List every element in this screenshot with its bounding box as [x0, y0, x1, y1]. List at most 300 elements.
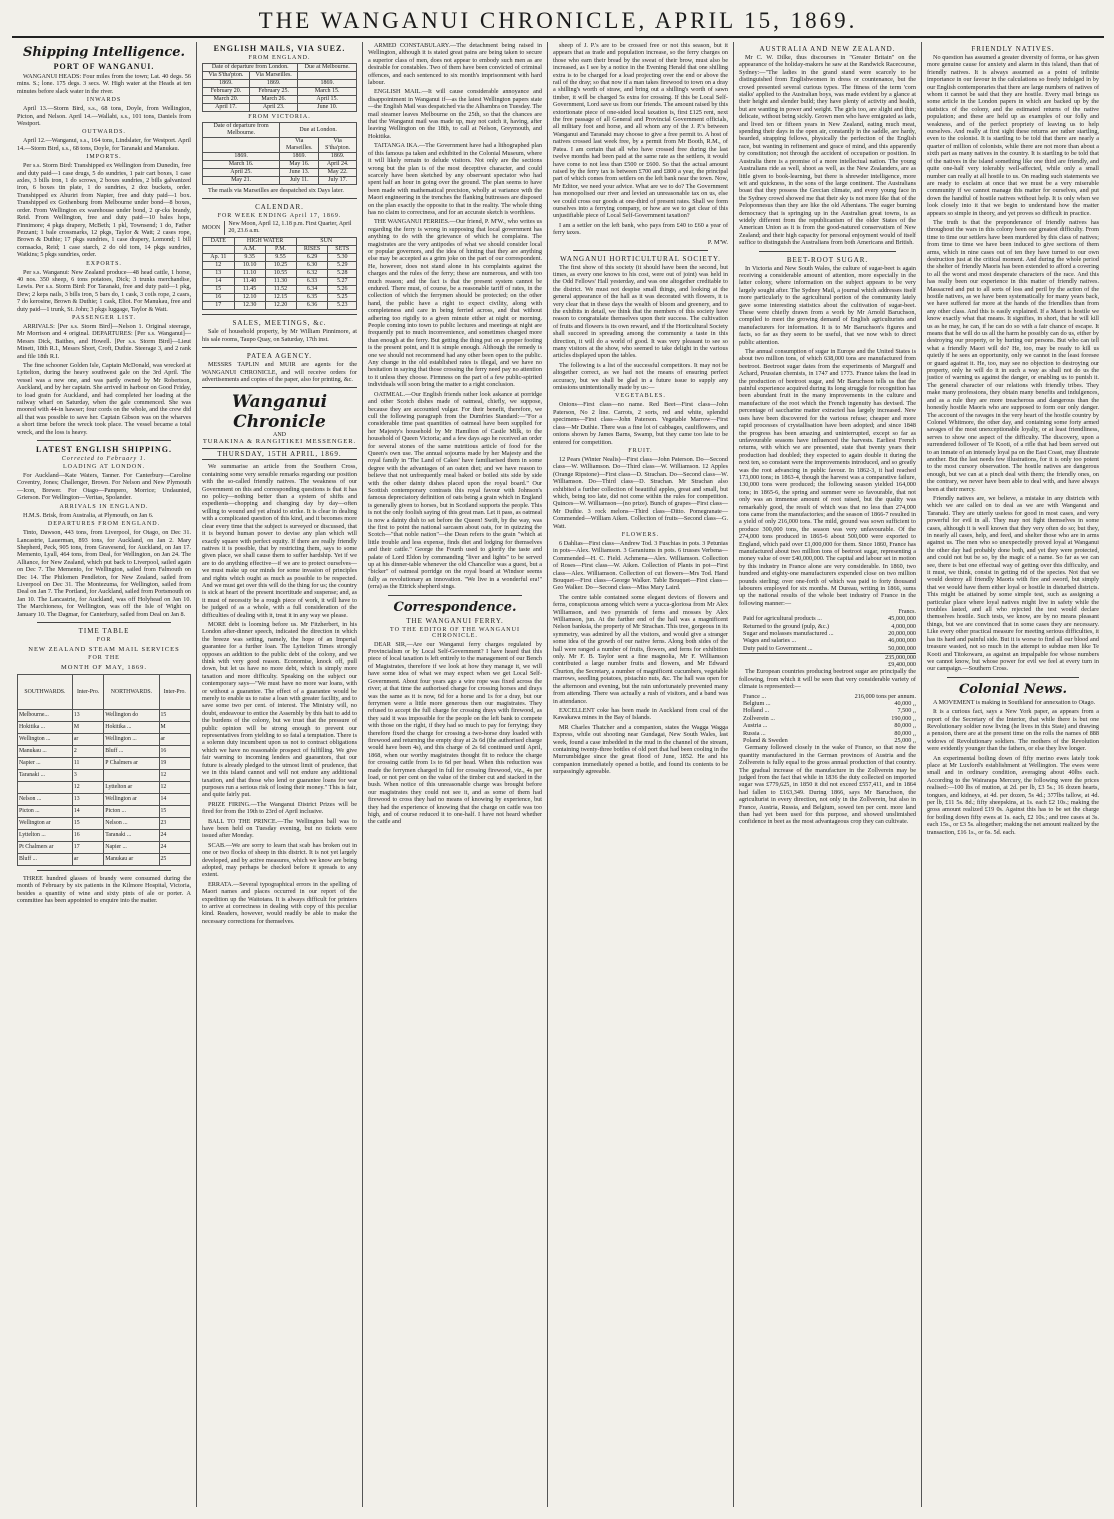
divider	[202, 314, 357, 315]
mail-cell: 3	[72, 769, 103, 781]
calendar-row	[203, 254, 357, 262]
mail-head-inter-1: Inter-Pro.	[72, 674, 103, 709]
mail-cell: 23	[159, 817, 190, 829]
producer-label: Austria ...	[743, 722, 768, 730]
francs-label: Sugar and molasses manufactured ...	[743, 630, 834, 638]
mail-cell: ar	[72, 733, 103, 745]
mail-row	[18, 769, 191, 781]
calendar-cell: 6.35	[296, 294, 328, 302]
mail-cell: Taranaki ...	[18, 769, 73, 781]
flowers-heading: FLOWERS.	[621, 531, 660, 538]
calendar-cell: 11.40	[234, 278, 265, 286]
mail-cell: P Chalmers ar	[104, 757, 159, 769]
calendar-cell: 5.29	[328, 262, 357, 270]
calendar-cell: 5.27	[328, 278, 357, 286]
t2-row	[203, 169, 357, 177]
producer-label: Russia ...	[743, 729, 766, 737]
t2-head-due: Due at London.	[280, 123, 357, 138]
t2-cell: May 22.	[319, 169, 357, 177]
divider	[759, 251, 896, 252]
divider	[388, 595, 522, 596]
loading-heading: LOADING AT LONDON.	[62, 464, 146, 471]
mail-row	[18, 841, 191, 853]
mail-row	[18, 709, 191, 721]
masthead: THE WANGANUI CHRONICLE, APRIL 15, 1869.	[12, 8, 1104, 38]
mail-row	[18, 745, 191, 757]
editorial-1: We summarise an article from the Southern Cross, containing some very sensible remarks regarding our position with the so-called friendly natives. The weakness of our Government on this and corresponding questions is that it has no policy—nothing better than a system of shifts and expedients—chopping and changing day by day—often willing to wound and yet afraid to strike. It is clear in dealing with a complicated question of this kind, and it becomes more clear every time that the subject is surveyed or discussed, that it is beyond human power to devise any plan which will exactly square with perfect equity. If there are really friendly natives it is possible, that by restricting them, says to some given place, we shall cause them to suffer hardship. Yet if we are to do anything effective—if we are to protect ourselves—we must make up our minds for some invasion of principles and rights which ought as much as possible to be respected. And we must get over this will do the thing for us; the country is sick at heart of the present incertitude and suspense; and, as it must of necessity be a rough piece of work, it will have to be judged of as a whole, with a full consideration of the difficulties of dealing with it, treat it in any way we please.	[202, 463, 357, 619]
mails-from-victoria-table	[202, 122, 357, 185]
letter-signature: P. M'W.	[707, 238, 728, 246]
divider	[573, 250, 708, 251]
francs-item	[743, 615, 916, 622]
producer-label: Poland & Sweden	[743, 736, 788, 744]
ferries-text: THE WANGANUI FERRIES.—Our friend, P. M'W., who writes us regarding the ferry is wrong in supposing that local government has anything to do with the grievance of which he complains. The magistrates are the very antipodes of what we should consider local or popular governors, and the idea of hinting that they are anything else may be accepted as a grim joke on the part of our correspondent. He, however, does not stand alone in his complaints against the charges and the rules of the ferry; these are numerous, and with too much reason; and the fact is that the present system cannot be endured. There must, of course, be a reasonable tariff of rates, in the collection of which the ferrymen should be protected; on the other hand, the public have a right to expect civility, along with completeness and care in being ferried across, and that without adhering too rigidly to a given minute either at night or morning. People coming into town to public lectures and meetings at night are frequently put to much inconvenience, and sometimes charged more than enough at the ferry. But getting the thing put on a proper footing is the present point, and it is simple enough. Although the remedy is one we should not recommend had any other been open to the public. Any change in the old established rates is illegal, and we have no hesitation in saying that those crossing the ferry need pay no attention to it unless they choose. Firmness on the part of a few public-spirited individuals will soon bring the matter to a right conclusion.	[368, 218, 542, 389]
mail-row	[18, 853, 191, 865]
imports-text: Per s.s. Storm Bird: Transhipped ex Wellington from Dunedin, free and duty paid—1 case drugs, 5 do sundries, 1 pair cart boxes, 1 case axles, 3 bills iron, 1 do scrows, 2 boxes sundries, 2 bills galvanized iron, 6 boxes tin plate, 1 do sundries, 2 doz buckets, order. Transhipped ex Ahuriri from Napier, free and duty paid—1 box. Transhipped ex Gothenburg from Melbourne under bond—8 boxes, order. From Wellington ex warehouse under bond, 2 qr-cks brandy, Reid. From Wellington, free and duty paid—10 bales hops, Finnimore; 4 pkgs drapery, McBeth; 1 pkl, Townsend; 1 do, Father Pezzant; 1 bale crossmarks, 12 pkgs, Taylor & Watt; 2 cases rope, Brown & Duthie; 17 pkgs sundries, 1 case drapery, Lomond; 1 bill cornsacks, Reid; 1 case starch, 2 do old tom, 14 pkgs sundries, Watkins; 5 pkgs sundries, order.	[17, 162, 191, 259]
mail-cell: 11	[72, 757, 103, 769]
calendar-cell: 5.30	[328, 254, 357, 262]
t1-cell: April 17.	[203, 104, 250, 112]
shipping-heading: Shipping Intelligence.	[22, 45, 186, 60]
mail-cell: Taranaki ...	[104, 829, 159, 841]
mail-cell: Bluff ...	[18, 853, 73, 865]
mail-cell: Lyttelton ...	[18, 829, 73, 841]
mail-cell	[18, 781, 73, 793]
mail-cell: 13	[72, 709, 103, 721]
arrivals-text: H.M.S. Brisk, from Australia, at Plymouth, on Jan 6.	[23, 511, 154, 519]
mail-row	[18, 781, 191, 793]
mail-cell: Manukau ...	[18, 745, 73, 757]
competitors-text: The following is a list of the successful competitors. It may not be altogether correct, as we had not the means of ensuring perfect accuracy, but we shall be glad in a future issue to supply any omissions unintentionally made by us:—	[553, 361, 728, 392]
t1-cell: 1869.	[203, 80, 250, 88]
producer-value: 80,000 ,,	[894, 729, 916, 737]
patea-text: MESSRS TAPLIN and MUIR are agents for the WANGANUI CHRONICLE, and will receive orders for advertisements and copies of the paper, also for printing, &c.	[202, 361, 357, 384]
producer-value: 190,000 ,,	[891, 714, 916, 722]
mail-head-north: NORTHWARDS.	[104, 674, 159, 709]
ball-prince: BALL TO THE PRINCE.—The Wellington ball was to have been held on Tuesday evening, but no tickets were issued after Monday.	[202, 817, 357, 840]
taitanga-text: TAITANGA IKA.—The Government have had a lithographed plan of this famous pa taken and exhibited in the Colonial Museum, where it will likely remain to delude visitors. Not only are the sections wrong but the plan is of the most deceptive character, and could scarcely have been sketched by any observant spectator who had spent half an hour in going over the ground. The plan seems to have been made with mathematical precision, wholly at variance with the Maori engineering in the trenches the flanking buttresses are disposed on the plan exactly the opposite to that in the reality. The whole thing has no claim to correctness, and for an accurate sketch is worthless.	[368, 142, 542, 216]
francs-item	[743, 623, 916, 630]
mail-cell: 15	[159, 709, 190, 721]
column-4	[548, 42, 734, 1507]
mail-cell: 14	[72, 805, 103, 817]
calendar-cell: 16	[203, 294, 235, 302]
francs-label: Duty paid to Government ...	[743, 644, 813, 652]
francs-label: Wages and salaries ...	[743, 637, 797, 645]
t2-cell: 1869.	[319, 153, 357, 161]
correspondence-heading: Correspondence.	[393, 599, 517, 615]
francs-value: 46,000,000	[888, 637, 916, 645]
t1-row	[203, 104, 357, 112]
prize-firing: PRIZE FIRING.—The Wanganui District Prizes will be fired for from the 19th to 23rd of April inclusive.	[202, 800, 357, 816]
calendar-cell: 6.33	[296, 278, 328, 286]
t1-cell: February 20.	[203, 88, 250, 96]
mail-cell: 15	[72, 817, 103, 829]
calendar-cell: 12.15	[265, 294, 296, 302]
mails-from-england-table	[202, 63, 357, 112]
arrivals-heading: ARRIVALS IN ENGLAND.	[59, 503, 149, 510]
mail-head-inter-2: Inter-Pro.	[159, 674, 190, 709]
mail-cell: Napier ...	[18, 757, 73, 769]
beetroot-heading: BEET-ROOT SUGAR.	[786, 255, 869, 264]
calendar-row	[203, 294, 357, 302]
mail-row	[18, 817, 191, 829]
mail-cell: Pt Chalmers ar	[18, 841, 73, 853]
calendar-cell: 11.52	[265, 286, 296, 294]
moon-label: MOON	[202, 225, 221, 232]
mail-cell: Nelson ...	[104, 817, 159, 829]
ferry-letter-close: I am a settler on the left bank, who pays from £40 to £60 a year of ferry taxes.	[553, 221, 728, 237]
mail-note: The mails via Marseilles are despatched six Days later.	[208, 187, 344, 194]
mail-timetable	[17, 674, 191, 866]
mail-cell: 25	[159, 853, 190, 865]
t2-cell: July 17.	[319, 177, 357, 185]
producer-label: Holland ...	[743, 707, 770, 715]
t2-sub: Via Marseilles.	[280, 138, 319, 153]
francs-value: 20,000,000	[888, 630, 916, 638]
mail-cell: Bluff ...	[104, 745, 159, 757]
calendar-cell: 6.36	[296, 302, 328, 310]
mail-cell: Picton ...	[104, 805, 159, 817]
inwards-heading: INWARDS	[86, 97, 122, 104]
mail-row	[18, 757, 191, 769]
francs-value: 50,000,000	[888, 644, 916, 652]
mail-cell: Lyttelton ar	[104, 781, 159, 793]
inwards-text: April 13.—Storm Bird, s.s., 68 tons, Doyle, from Wellington, Picton, and Nelson. April 14.—Wallabi, s.s., 101 tons, Daniels from Westport.	[17, 105, 191, 128]
francs-heading: Francs.	[898, 609, 916, 616]
cal-head: SUN	[296, 238, 356, 246]
t2-cell: March 16.	[203, 161, 280, 169]
european-producers-list	[743, 693, 916, 745]
t1-cell: March 20.	[203, 96, 250, 104]
t1-sub: Via Marseilles.	[249, 72, 298, 80]
calendar-cell: 10.10	[234, 262, 265, 270]
latest-shipping-sub: Corrected to February 1.	[61, 456, 147, 463]
timetable-heading-2: NEW ZEALAND STEAM MAIL SERVICES	[28, 645, 180, 653]
t2-sub	[203, 138, 280, 153]
t1-head-depart: Date of departure from London.	[203, 64, 298, 72]
calendar-cell: 11.10	[234, 270, 265, 278]
t2-row	[203, 161, 357, 169]
calendar-cell: 12.30	[234, 302, 265, 310]
mail-cell: ar	[159, 733, 190, 745]
divider	[37, 870, 171, 871]
calendar-cell: 12.10	[234, 294, 265, 302]
mail-cell: Wellington do	[104, 709, 159, 721]
francs-item	[743, 645, 916, 652]
producer-value: 40,000 ,,	[894, 699, 916, 707]
calendar-cell: 5.25	[328, 294, 357, 302]
t2-row	[203, 177, 357, 185]
francs-total: 235,000,000	[739, 653, 916, 661]
fruit-text: 12 Pears (Winter Nealis)—First class—John Paterson. Do—Second class—W. Williamson. Do—Third class—W. Williamson. 12 Apples (Orange Ripstone)—First class—D. Strachan. Do—Second class—W. Williamson. Do—Third class—D. Strachan. Mr Strachan also exhibited a further collection of beautiful apples, great and small, but which, being too late, did not come within the rules for competition. Quinces—W. Williamson—(no prize). Bunch of grapes—First class—Mr Duthie. 3 rock melons—Third class—Ditto. Pomegranate—Commended—William Aiken. Collection of fruits—Second class—G. Watt.	[553, 455, 728, 530]
oatmeal-text: OATMEAL.—Our English friends rather look askance at porridge and other Scotch dishes made of oatmeal, chiefly, we suppose, because they are accounted vulgar. For their benefit, therefore, we cull the following paragraph from the Dumfries Standard:—"For a considerable time past quantities of oatmeal have been supplied for her Majesty's household by Mr Hamilton of Castle Milk, to the household of Queen Victoria; and a few days ago he received an order for several stones of the same nutritious article of food for the Queen's own use. The annual sojourns made by her Majesty and the royal family in 'The Land of Cakes' have familiarised them in some degree with the advantages of an oaten diet; and we have reason to believe that not unfrequently meal baked or boiled sits side by side with the other dainty dishes placed upon the royal board." Our Scottish contemporary contrasts this royal favour with Johnson's famous depreciatory definition of oats being a grain which in England is generally given to horses, but in Scotland supports the people. This is not the only foolish saying of this great man. Let it pass, as oatmeal is now a dainty dish to set before the Queen! Swift, by the way, was the first to point the national sarcasm about oats, for in quizzing the Scotch—"that noble nation"—the Dean refers to the grain "which at little trouble and less expense, finds diet and lodging for themselves and their cattle." George the Fourth used to glorify the taste and palate of Lord Eldon by commanding "liver and lights" to be served up at his dinner-table whenever the old Chancellor was a guest, but a "bicker" of oatmeal porridge on the royal board at Windsor seems fully as revolutionary an innovation. "We live in a wonderful era!" (erra) as the Ettrick shepherd sings.	[368, 390, 542, 591]
mail-cell: M	[72, 721, 103, 733]
mail-cell: 16	[159, 745, 190, 757]
european-text: The European countries producing beetroot sugar are principally the following, from which it will be seen that very considerable variety of climate is represented:—	[739, 668, 916, 691]
producer-item	[743, 693, 916, 700]
departures-heading: DEPARTURES FROM ENGLAND.	[47, 521, 161, 528]
banner-and: AND	[273, 432, 286, 439]
t1-cell: March 15.	[298, 88, 357, 96]
t1-head-due: Due at Melbourne.	[298, 64, 357, 72]
producer-item	[743, 700, 916, 707]
mail-cell: Wellington ...	[18, 733, 73, 745]
t2-cell: 1869.	[203, 153, 280, 161]
calendar-cell: 14	[203, 278, 235, 286]
germany-text: Germany followed closely in the wake of France, so that now the quantity manufactured in the German provinces of Austria and the Zollverein is fully equal to the gross annual production of that country. The gradual increase of the manufacture in the Zollverein may be judged from the fact that while in 1836 the duty collected on imported sugar was £779,625, in 1850 it did not exceed £557,411, and in 1864 had fallen to £163,349. During 1866, says Mr Baruchson, the agriculturist in every direction, not only in the Zollverein, but also in France, Austria, Russia, and Belgium, sowed ten per cent. more land than had yet been used for this purpose, and showed unslimished confidence in beet as the most advantageous crop they can cultivate.	[739, 744, 916, 826]
mail-row	[18, 829, 191, 841]
cal-sub: A.M.	[234, 246, 265, 254]
calendar-cell: 9.35	[234, 254, 265, 262]
t2-body	[203, 153, 357, 185]
mail-head-south: SOUTHWARDS.	[18, 674, 73, 709]
t1-sub: Via S'tha'pton.	[203, 72, 250, 80]
t1-cell: 1869.	[249, 80, 298, 88]
calendar-cell: 11.30	[265, 278, 296, 286]
mail-cell: Wellington ar	[104, 793, 159, 805]
producer-item	[743, 722, 916, 729]
francs-item	[743, 630, 916, 637]
mail-cell: 14	[159, 793, 190, 805]
mail-cell: 2	[72, 745, 103, 757]
mail-cell: 13	[72, 793, 103, 805]
francs-item	[743, 637, 916, 644]
passenger-text: ARRIVALS: [Per s.s. Storm Bird]—Nelson 1. Original steerage, Mr Morrison and 4 original. DEPARTURES: [Per s.s. Wanganui]—Messrs Dick, Baithes, and Howell. [Per s.s. Storm Bird]—Lieut Minett, 18th R.I., Messrs Short, Croft, Duthie. Steerage 3, and 2 rank and file 18th R.I.	[17, 322, 191, 360]
calendar-sub: FOR WEEK ENDING April 17, 1869.	[217, 213, 342, 220]
producer-label: France ...	[743, 692, 767, 700]
column-6	[922, 42, 1104, 1507]
beetroot-text-1: In Victoria and New South Wales, the culture of sugar-beet is again receiving a considerable amount of attention, more especially in the latter colony, where information on the subject appears to be very largely sought after. The Sydney Mail, a journal which addresses itself more particularly to the agricultural portion of the community lately gave some interesting statistics about the cultivation of sugar-beet. These were chiefly drawn from a work by Mr Arnold Baruchson, compiled to meet the growing demand of English agriculturists and manufacturers for information. It is to Mr Baruchson's figures and facts, so far as they seem to be useful, that we now wish to direct public attention.	[739, 264, 916, 346]
outwards-text: April 12.—Wanganui, s.s., 164 tons, Lindslater, for Westport. April 14.—Storm Bird, s.s., 68 tons, Doyle, for Taranaki and Manukau.	[17, 137, 191, 152]
mail-cell: Melbourne...	[18, 709, 73, 721]
mail-row	[18, 793, 191, 805]
scab-text: SCAB.—We are sorry to learn that scab has broken out in one or two flocks of sheep in this district. It is not yet largely developed, and by active measures, which we know are being adopted, may perhaps be checked before it spreads to any extent.	[202, 841, 357, 879]
column-5	[734, 42, 922, 1507]
francs-value: 4,000,000	[891, 622, 916, 630]
mail-cell: ar	[72, 853, 103, 865]
t1-cell: 1869.	[298, 80, 357, 88]
fruit-heading: FRUIT.	[628, 447, 653, 454]
mail-cell: Nelson ...	[18, 793, 73, 805]
calendar-cell: 17	[203, 302, 235, 310]
francs-label: Returned to the ground (pulp, &c.)	[743, 622, 830, 630]
letter-to-editor: TO THE EDITOR OF THE WANGANUI CHRONICLE.	[390, 626, 520, 639]
cal-head: HIGH WATER	[234, 238, 296, 246]
mail-cell: M	[159, 721, 190, 733]
thatcher-text: MR Charles Thatcher and a companion, states the Wagga Wagga Express, while out shooting near Gundagai, New South Wales, last week, found a case imbedded in the mud in the channel of the stream, containing twenty-three bottles of old port that had been cooling in the Murrumbidgee since the great flood of June, 1852. He and his companion immediately opened a bottle, and found its contents to be surpassingly agreeable.	[553, 723, 728, 776]
chronicle-banner: Wanganui Chronicle	[231, 392, 328, 433]
mail-cell: Picton ...	[18, 805, 73, 817]
cal-head: DATE	[203, 238, 235, 246]
mail-timetable-body	[18, 709, 191, 865]
mail-cell: 17	[72, 841, 103, 853]
francs-list	[743, 615, 916, 652]
divider	[202, 387, 357, 388]
mail-row	[18, 721, 191, 733]
t2-head-depart: Date of departure from Melbourne.	[203, 123, 280, 138]
calendar-heading: CALENDAR.	[255, 203, 304, 212]
port-heading: PORT OF WANGANUI.	[53, 62, 155, 71]
t2-cell: May 21.	[203, 177, 280, 185]
english-mail-text: ENGLISH MAIL.—It will cause considerable annoyance and disappointment in Wanganui if—as the latest Wellington papers state—the English Mail was despatched via the Alhambra on Tuesday. The mail steamer leaves Melbourne on the 25th, so that the chances are that the Wanganui mail was made up, may not catch it, having, after leaving Wellington on the 18th, to call at Nelson, Greymouth, and Hokitika.	[368, 88, 542, 140]
flowers-text: 6 Dahlias—First class—Andrew Tod. 3 Fuschias in pots. 3 Petunias in pots—Alex. Williamson. 3 Geraniums in pots. 6 trusses Verbena—Commended—H. C. Field. Achmena—Alex. Williamson. Collection of Roses—First class—W. Aiken. Collection of Plants in pot—First class—Alex. Williamson. Collection of cut flowers—Mrs Tod. Hand Bouquet—First class—George Walker. Table Bouquet—First class—Geo Walker. Do—Second class—Miss Mary Laird.	[553, 539, 728, 592]
calendar-row	[203, 286, 357, 294]
from-england-sub: FROM ENGLAND.	[248, 55, 311, 61]
t1-row	[203, 88, 357, 96]
francs-label: Paid for agricultural products ...	[743, 615, 822, 623]
passenger-heading: PASSENGER LIST.	[71, 314, 136, 321]
calendar-cell: 10.55	[265, 270, 296, 278]
t2-row	[203, 153, 357, 161]
timetable-for: FOR	[96, 636, 112, 643]
beetroot-text-2: The annual consumption of sugar in Europe and the United States is about two million tons, of which 638,000 tons are manufactured from beetroot. Beetroot sugar dates from the experiments of Margraff and Achard, Prussian chemists, in 1747 and 1773. France takes the lead in the production of beetroot sugar, and Mr Baruchson tells us that the painful experience acquired during its long struggle for recognition has been abundant fruit in the many improvements in the culture and manufacture of the root which the French ingenuity has devised. The percentage of saccharine matter extracted has largely increased. New uses have been discovered for the various refuse; cheaper and more rapid processes of crystallisation have been adopted; and since 1848 the progress has been amazing and uninterrupted, except so far as unfavourable seasons have influenced the harvests. Earliest French returns, with which we are presented, state that twenty years their production had doubled; they expected to again double it during the next ten, so constant were the improvements introduced, and so greatly was the root advancing in public favour. In 1862-3, it had reached 173,000 tons; in 1863-4, though the harvest was a comparative failure, 130,000 tons were produced; the following season yielded 164,000 tons; in 1865-6, the spring and summer were so favourable, that not only was an immense amount of root raised, but the quality was remarkably good, the result of which was that no less than 274,000 tons came from the manufactories; and the season of 1866-7 resulted in a yield of only 216,000 tons. The mild, ground was sown sufficient to produce 300,000 tons, the season was very unfavourable. Of the 274,000 tons produced in 1865-6 about 500,000 were exported to England, which paid over £1,000,000 for them. Since 1860, France has manufactured about two million tons of beetroot sugar, representing a money value of over £40,000,000. The capital and labour set in motion by this industry in France alone are very considerable. In 1860, two hundred and eighty-one manufacturers expended close on two million pounds sterling; over one-forth of which was paid to forty thousand labourers employed for six months. M Dureau, writing in 1866, sums up the national results of the whole beet industry of France in the following manner:—	[739, 348, 916, 607]
divider	[202, 347, 357, 348]
banner-subtitle: TURAKINA & RANGITIKEI MESSENGER.	[202, 438, 357, 446]
mail-row	[18, 733, 191, 745]
horticultural-text: The first show of this society (it should have been the second, but times, as every one knows to his cost, were out of joint) was held in the Odd Fellows' Hall yesterday, and was one altogether creditable to the district. We must not despise small things, and looking at the general appearance of the hall as it was decorated with flowers, it is very clear that in these days the wealth of bloom and greenery, and to the exhibits in detail, we think that the members of this society have reason to congratulate themselves upon their success. The cultivation of fruits and flowers is its own reward, and if the Horticultural Society shall succeed in spreading among the community a taste in this direction, it will do a world of good. It was very pleasant to see so many visitors at the show, who seemed to take delight in the various articles displayed upon the tables.	[553, 263, 728, 360]
mail-cell: Manukau ar	[104, 853, 159, 865]
mail-cell: 24	[159, 841, 190, 853]
producer-label: Zollverein ...	[743, 714, 775, 722]
mail-cell: 24	[159, 829, 190, 841]
moon-row	[202, 221, 357, 235]
mail-cell: Wellington ar	[18, 817, 73, 829]
latest-shipping-heading: LATEST ENGLISH SHIPPING.	[36, 445, 172, 455]
producer-item	[743, 707, 916, 714]
boiling-down-text: An experimental boiling down of fifty merino ewes lately took place at Mr Luxford's establishment at Wellington. The ewes were small and in ordinary condition, averaging about 40lbs each. According to the Wairarapa Mercury, the following were the prices realised:—100 lbs of mutton, at 2d. per lb, £3 5s.; 16 dozen hearts, tongues, and kidneys, at 4d. per dozen, 5s 4d.; 377lbs tallow, at 4d. per lb, £11 5s. 8d.; fifty sheepskins, at 1s. each £2 10s.; making the gross amount realized £19 0s. Against this has to be set the charge for boiling down fifty ewes at 1s. each, £2 10s.; and tree cases at 3s. each 15s., or £3 5s. altogether; making the net amount realized by the transaction, £16 1s., or 6s. 5d. each.	[927, 754, 1099, 836]
mail-cell	[104, 769, 159, 781]
mail-cell: Hokitika ...	[18, 721, 73, 733]
patea-heading: PATEA AGENCY.	[246, 352, 313, 361]
calendar-cell: 5.28	[328, 270, 357, 278]
producer-value: 80,000 ,,	[894, 722, 916, 730]
ferry-letter-heading: THE WANGANUI FERRY.	[406, 616, 504, 625]
timetable-month: MONTH OF MAY, 1869.	[61, 663, 147, 671]
calendar-cell: 6.30	[296, 262, 328, 270]
francs-value: 45,000,000	[888, 615, 916, 623]
t1-sub	[298, 72, 357, 80]
timetable-for-2: FOR THE	[88, 654, 120, 661]
column-3	[363, 42, 548, 1507]
t2-cell: April 24.	[319, 161, 357, 169]
producer-item	[743, 715, 916, 722]
t1-cell: April 15.	[298, 96, 357, 104]
t1-cell: June 10.	[298, 104, 357, 112]
coke-text: EXCELLENT coke has been made in Auckland from coal of the Kawakawa mines in the Bay of Islands.	[553, 706, 728, 722]
editorial-2: MORE debt is looming before us. Mr Fitzherbert, in his London after-dinner speech, indicated the direction in which the breeze was setting, namely, the hope of an Imperial guarantee for a further loan. The Lyttelton Times strongly opposes an addition to the public debt of the colony, and we think with very good reason. Economise, knock off, pull down, but let us have no more debt, which is simply more taxation and more difficulty. Speaking on the subject our contemporary says—"We must have no more war loans, with or without a guarantee. The effect of a guarantee would be merely to enable us to raise a loan with greater facility, and to save some two per cent. of interest. The Ministry will, no doubt, endeavour to entice the Assembly by this bait to add to the burdens of the colony, but we trust that the pressure of public opinion will be strong enough to prevent our representatives from yielding to so fatal a temptation. There is a solemn duty incumbent upon us not to contract obligations which we have no reasonable prospect of fulfilling. We give fair warning to incoming lenders and guarantors, that our future is already pledged to the utmost limit of prudence, that we in this island cannot and will not endure any additional taxation, and that those who lend or guarantee loans for war purposes run a serious risk of losing their money." This is fair, and quite fairly put.	[202, 620, 357, 799]
imports-heading: IMPORTS.	[86, 154, 122, 161]
heads-text: WANGANUI HEADS: Four miles from the town; Lat. 40 degs. 56 mins. S.; lone. 175 degs. 3 secs. W. High water at the Heads at ten minutes before slack water in the river.	[17, 73, 191, 95]
mail-cell: Wellington ...	[104, 733, 159, 745]
t1-body	[203, 80, 357, 112]
exports-heading: EXPORTS.	[86, 260, 122, 267]
cal-sub: RISES	[296, 246, 328, 254]
cal-sub: SETS	[328, 246, 357, 254]
australia-heading: AUSTRALIA AND NEW ZEALAND.	[759, 45, 896, 53]
calendar-cell: 11.45	[234, 286, 265, 294]
friendly-natives-2: The truth is that the preponderance of friendly natives has throughout the wars in this colony been our greatest difficulty. From time to time our settlers have been murdered by this class of natives; from time to time we have been induced to give sections of them arms, which in nine cases out of ten they have turned to our own destruction just at the critical moment. And during the whole period the shelter of friendly Maoris has been extended to afford a covering to all the worst and most desperate characters of the race. And this has really been our experience in this matter of friendly natives. Massacred and put to all sorts of loss and peril by the action of the hostile natives, as we have been systematically for many years back, we have suffered far more at the hands of the friendlies than from any other class. And this is easily explained. If a Maori is hostile we know exactly what that means. It signifies, in short, that he will kill us as he may, he can, if he can do so with a fair chance of escape. It means that he will do us all the harm he possibly can do us, either by destroying our property, or by hurting our persons. But who can tell what a friendly Maori will do? He, too, may be ready to kill us quietly if he sees an opportunity, only we cannot in the least foresee or guard against it. He, too, may see no objection to destroying our property, only he will do it in such a way as shall not do us the justice of warning us against the danger, or enabling us to punish it. The general character of our relations with friendly tribes. They make many professions, they obtain many benefits and indulgences, and as a rule they are more treacherous and dangerous than the honestly hostile Maoris who are supposed to form our only danger. The account of the ravages in the very heart of the hostile country by Colonel Whitmore, the other day, and containing some forty armed savages of the most unexceptionable loyalty, or at least friendliness, serves to show one aspect of the difficulty. The discovery, upon a surrendered follower of Te Kooti, of a rifle that had been served out to an inmate of an intensely loyal pa on the East Coast, may illustrate another. But the last needs few illustrations, for it is only too potent to the most cursory observation. The hostile natives are dangerous enough, but we can at a pinch deal with them; the friendly ones, on the contrary, we never have been able to deal with, and have always been at their mercy.	[927, 218, 1099, 493]
t2-cell: July 11.	[280, 177, 319, 185]
moon-text: New Moon, April 12, 1.18 p.m. First Quarter, April 20, 23.6 a.m.	[224, 221, 357, 235]
francs-total-sterling: £9,400,000	[888, 661, 916, 669]
calendar-cell: 12.20	[265, 302, 296, 310]
calendar-row	[203, 270, 357, 278]
revolution-text: It is a curious fact, says a New York paper, as appears from a report of the Secretary of the Interior, that while there is but one Revolutionary soldier now living (he lives in this State) and drawing a pension, there are at the present time on the rolls the names of 888 widows of Revolutionary soldiers. The mothers of the Revolution were evidently younger than the fathers, or else they live longer.	[927, 708, 1099, 753]
divider	[37, 440, 171, 441]
calendar-cell: Ap. 11	[203, 254, 235, 262]
mail-cell: Hokitika ...	[104, 721, 159, 733]
t1-cell: April 23.	[249, 104, 298, 112]
calendar-row	[203, 302, 357, 310]
mail-cell: 12	[159, 781, 190, 793]
divider	[202, 198, 357, 199]
calendar-cell: 10.25	[265, 262, 296, 270]
divider	[37, 622, 171, 623]
constabulary-text: ARMED CONSTABULARY.—The detachment being raised in Wellington, although it is stated great pains are being taken to secure a superior class of men, does not appear to embody such men as are desirable for constables. Two of them have been convicted of criminal offences, and each sentenced to six month's imprisonment with hard labour.	[368, 42, 542, 87]
ferry-letter-text: DEAR SIR,—Are our Wanganui ferry charges regulated by Provincialism or by Local Self-Government? I have heard that this piece of local taxation is left entirely to the management of our Bench of Magistrates, therefore if we look at how they manage it, we will have some idea of what we may expect when we get Local Self-Government. About four years ago a wire rope was fixed across the river; at that time the authorised charge for crossing horses and drays was the same as it is now, 6d for a horse and 1s for a dray, but our ferrymen were a little more generous then our magistrates. They refused to accept the full charge for crossing drays with firewood, as they said it was impossible for the people on the left bank to compete with those on the right, if they had so much to pay for ferrying; they therefore fixed the charge for crossing a two-horse dray loaded with firewood and returning the empty dray at 2s 6d (the authorised charge would have been 4s), and this charge of 2s 6d continued until April, 1868, when our worthy magistrates thought fit to reduce the charge for crossing cattle from 1s to 6d per head. When this reduction was made the ferrymen charged in full for crossing firewood, viz., 4s per load, or not per cent on the value of the timber cut and stacked in the bush. When notice of this unreasonable charge was brought before our magistrates they could not see it, and as some of them had firewood to cross they had no means of knowing by experience, but they had the experience of knowing that the charge on cattle was too high, and of course reduced it to one-half. I have not heard whether the cattle and	[368, 640, 542, 826]
vegetables-heading: VEGETABLES.	[615, 393, 666, 400]
friendly-natives-3: Friendly natives are, we believe, a mistake in any districts with which we are called on to deal as we are with Wanganui and Taranaki. They are utterly useless for good in most cases, and very powerful for evil in all. They may not fight themselves in some cases, although it is well known that they very often do so; but they, in nearly all cases, help, and feed, and shelter those who are in arms against us. The men who so unexpectedly proved loyal at Wanganui the other day had probably done both, and yet they were protected, and could not but be so, by the magic of a name. So far as we can see, there is but one effectual way of getting over this difficulty, and it must, we think, consist in getting rid of the species. Not that we would destroy all friendly Maoris with fire and sword, but simply that we would have them either loyal or hostile in disturbed districts. This might be attained by some simple test, such as assigning a particular place where loyal natives might live in safety while the troubles lasted, and all who rejected the test would declare themselves hostile. Such tests, we know, are by no means pleasant things, but we are convinced that in some cases they are necessary. Like every other practical measure for meeting serious difficulties, it has its hard and painful side. But it is worse to find all our blood and treasure wasted, not so much in the attempt to subdue men like Te Kooti and Titokowaru, as against an impalpable foe whose numbers we cannot know, but whose power for evil we feel at every turn in our campaign.—Southern Cross.	[927, 494, 1099, 673]
calendar-cell: 12	[203, 262, 235, 270]
departures-text: Tinto, Dawson, 443 tons, from Liverpool, for Otago, on Dec 31. Lancastrie, Lauerman, 893 tons, for Auckland, on Jan 2. Mary Shepherd, Peck, 905 tons, from Gravesend, for Auckland, on Jan 17. Memento, Lyall, 464 tons, from Deal, for Wellington, on Jan 24. The Alliance, for New Zealand, which put back to Liverpool, sailed again on Dec 7. The Memento, for Wellington, sailed from Falmouth on Dec 14. The Philomen Pendleton, for New Zealand, sailed from Liverpool on Dec 31. The Montezuma, for Wellington, sailed from Deal on Jan 7. The Portland, for Auckland, sailed from Portsmouth on Jan 10. The Lancastrie, for Auckland, was off Holyhead on Jan 10. The Marchioness, for Wellington, was off the Isle of Wight on January 10. The Dagmar, for Canterbury, sailed from Deal on Jan 8.	[17, 529, 191, 618]
sales-heading: SALES, MEETINGS, &c.	[232, 319, 327, 328]
southland-text: A MOVEMENT is making in Southland for annexation to Otago.	[933, 698, 1096, 706]
errata-text: ERRATA.—Several typographical errors in the spelling of Maori names and places occurred in our report of the expedition up the Waitotara. It is always difficult for printers to arrive at correctness in dealing with copy of this peculiar kind. Readers, however, would readily be able to make the necessary corrections for themselves.	[202, 880, 357, 925]
producer-item	[743, 730, 916, 737]
loading-text: For Auckland—Kate Waters, Tanner. For Canterbury—Caroline Coventry, Jones; Challenger, Brown. For Nelson and New Plymouth—Icon, Brewer. For Otago—Pampero, Morrice; Undaunted, Grierson. For Wellington—Veritas, Spolander.	[17, 472, 191, 502]
divider	[947, 677, 1079, 678]
wreck-text: The fine schooner Golden Isle, Captain McDonald, was wrecked at Lyttelton, during the heavy southwest gale on the 3rd April. The vessel was a new one, and was partly owned by Mr Robertson, Auckland, and by her captain. She arrived in harbour on Good Friday, to load grain for Auckland, and had completed her loading at the railway wharf on Saturday, when the gale commenced. She was moored with 44-in hawser; four cords on the whole, and the crew did all that was possible to save her. Captain Gibson was on the wharves a short time before the wreck took place. The vessel became a total wreck, and the loss is heavy.	[17, 362, 191, 436]
producer-value: 25,000 ,,	[894, 736, 916, 744]
producer-value: 216,000 tons per annum.	[854, 692, 916, 700]
centre-table-text: The centre table contained some elegant devices of flowers and ferns, conspicuous among which were a yucca-gloriosa from Mr Alex Williamson, and two pyramids of ferns and mosses by Alex Williamson, jun. At the farther end of the hall was a magnificent Nelson banksia, the property of Mr Strachan. This tree, gorgeous in its symmetry, was admired by all the visitors, and would give a stranger some idea of the growth of our native ferns. Along both sides of the hall were ranged a number of fruits, flowers, and ferns for exhibition only. Mr F. B. Taylor sent a fine magnolia, Mr F. Williamson contributed a large number fruits and flowers, and Mr Edward Churton, the Secretary, a number of magnificent cucumbers, vegetable marrows, seedling potatoes, pistachio nuts, &c. The hall was open for the afternoon and evening, but the rain unfortunately prevented many from attending. There was actually a rush of visitors, and a band was in attendance.	[553, 593, 728, 705]
sales-text: Sale of household property, by Mr William Pinnimore, at his sale rooms, Taupo Quay, on Saturday, 17th inst.	[202, 328, 357, 343]
cal-sub: P.M.	[265, 246, 296, 254]
mail-row	[18, 805, 191, 817]
friendly-natives-heading: FRIENDLY NATIVES.	[971, 45, 1055, 53]
friendly-natives-1: No question has assumed a greater diversity of forms, or has given more genuine cause for anxiety and alarm in this island, than that of friendly natives. It is always assumed as a point of infinite importance in our favour in the calculations so freely indulged in by our English contemporaries that there are large numbers of natives of whom it cannot be said that they are hostile. Every mail brings us some article in the London papers in which are backed up by the statistics of the colony, and the estimated returns of the native population; and these are held up as examples of our folly and weakness, and of the perfect propriety of leaving us to help ourselves. And really at first sight these returns are rather startling, even to the colonist. It is startling to be told that there are nearly a quarter of million of colonists, while there are not more than about a sixth part as many natives in the country. It is startling to be told that of the natives in the island something like one third are friendly, and quite one-half very tolerably well-affected, while only a small number can really at all hostile to us. On reading such statements we are ready to exclaim at once that we must be a very miserable community if we cannot manage this matter for ourselves, and put down the handful of hostile natives without help. It is only when we look closely into it that we begin to understand how the matter appears so simple in theory, and yet proves so difficult in practice.	[927, 54, 1099, 217]
calendar-row	[203, 262, 357, 270]
ferry-letter-cont: sheep of J. P.'s are to be crossed free or not this season, but it appears that as trade and population increase, so the ferry charges on those who earn their bread by the sweat of their brow, must also be increased, as I see by a notice in the Evening Herald that one shilling extra is to be charged for a load projecting over the end or above the rail of the dray; so that now if a man takes firewood to town on a dray a shilling's worth of straw, and bring out a shilling's worth of sawn timber, it will be charged 5s extra for crossing. If this be Local Self-Government, Lord save us from our friends. The amount raised by this extortionate piece of one-sided local taxation is, first £125 rent, next the free passage of all General and Provincial Government officials, all military foot and horse, and all whom any of the J. P.'s between Wanganui and Taranaki may choose to give a free permit to. A host of natives crossed last week free, by a permit from Mr Booth, R.M., of Patea. I am certain that all who have crossed free during the last twelve months had been paid at the same rate as the settlers, it would have come to not less than £500 or £600. So that the actual amount raised by the ferry tax is between £700 and £800 a year, the principal part of which comes from settlers on the left bank near the town. Now, Mr Editor, we need your advice. What are we to do? The Government has monopolised our river and levied an unreasonable tax on us, else we could cross our goods at one-third of present rates. Shall we form ourselves into a ferrying company, or how are we to get clear of this unjustifiable piece of Local Self-Government taxation?	[553, 42, 728, 220]
producer-label: Belgium ...	[743, 699, 771, 707]
english-mails-heading: ENGLISH MAILS, VIA SUEZ.	[213, 44, 346, 53]
calendar-cell: 9.55	[265, 254, 296, 262]
mail-cell: Napier ...	[104, 841, 159, 853]
mail-cell: 16	[72, 829, 103, 841]
calendar-cell: 6.34	[296, 286, 328, 294]
producer-value: 7,500 ,,	[897, 707, 916, 715]
columns	[12, 42, 1104, 1507]
dilke-text: Mr C. W. Dilke, thus discourses in "Greater Britain" on the appearance of the holiday-makers he saw at the Randwick Racecourse, Sydney:—"The ladies in the grand stand were scarcely to be distinguished from Englishwomen in dress or countenance, but the crowd presented several curious types. The fitness of the term 'corn stalks' applied to the Australian boys, was made evident by a glance at their height and slender build; they have plenty of activity and health, but are wanting in power and weight. The girls too, are slight and thin; delicate, without being sickly. Grown men who have emigrated as lads, and lived ten or fifteen years in New Zealand, eating much meat, spending their days in the open air, constantly in the saddle, are hardy, bearded, strapping fellows, physically the perfection of the English race, but wanting in refinement and grace of mind, and this apparently by constitution; not through the accident of occupation or position. In Australia there is a promise of a more intellectual nation. The young Australians ride as well, shoot as well, as the New Zealanders, are as little given to book-learning, but there is shrewder intelligence, more wit and quickness, in the sons of the large continent. The Australians boast that they possess the Grecian climate, and every young face in the Sydney crowd showed me that their sky is not more like that of the Peloponnesus than they are like the old Athenians. The eager burning democracy that is springing up in the Australian great towns, is as widely different from the republicanism of the older States of the American Union as it is from the good-natured conservatism of New Zealand; and their high capacity for personal enjoyment would of itself suffice to distinguish the Australians from both Americans and British.	[739, 54, 916, 247]
calendar-row	[203, 278, 357, 286]
producer-item	[743, 737, 916, 744]
calendar-cell: 6.29	[296, 254, 328, 262]
column-1	[12, 42, 197, 1507]
calendar-cell: 6.32	[296, 270, 328, 278]
vegetables-text: Onions—First class—no name. Red Beet—First class—John Paterson, No 2 line. Carrots, 2 sorts, red and white, splendid specimens—First class—John Paterson. Vegetable Marrow—First class—Mr Duthie. There was a fine lot of cabbages, cauliflowers, and onions shown by James Barns, Swamp, but they came too late to be entered for competition.	[553, 401, 728, 446]
colonial-news-heading: Colonial News.	[958, 681, 1068, 697]
horticultural-heading: WANGANUI HORTICULTURAL SOCIETY.	[560, 254, 721, 263]
from-victoria-sub: FROM VICTORIA.	[248, 114, 311, 120]
t2-cell: May 16.	[280, 161, 319, 169]
outwards-heading: OUTWARDS.	[82, 129, 126, 136]
calendar-cell: 15	[203, 286, 235, 294]
mail-cell: 12	[72, 781, 103, 793]
brandy-text: THREE hundred glasses of brandy were consumed during the month of February by six patients in the Kilmore Hospital, Victoria, besides a quantity of wine and sixty pints of ale or porter. A committee has been appointed to enquire into the matter.	[17, 874, 191, 905]
column-2	[197, 42, 363, 1507]
timetable-heading: TIME TABLE	[78, 626, 130, 635]
